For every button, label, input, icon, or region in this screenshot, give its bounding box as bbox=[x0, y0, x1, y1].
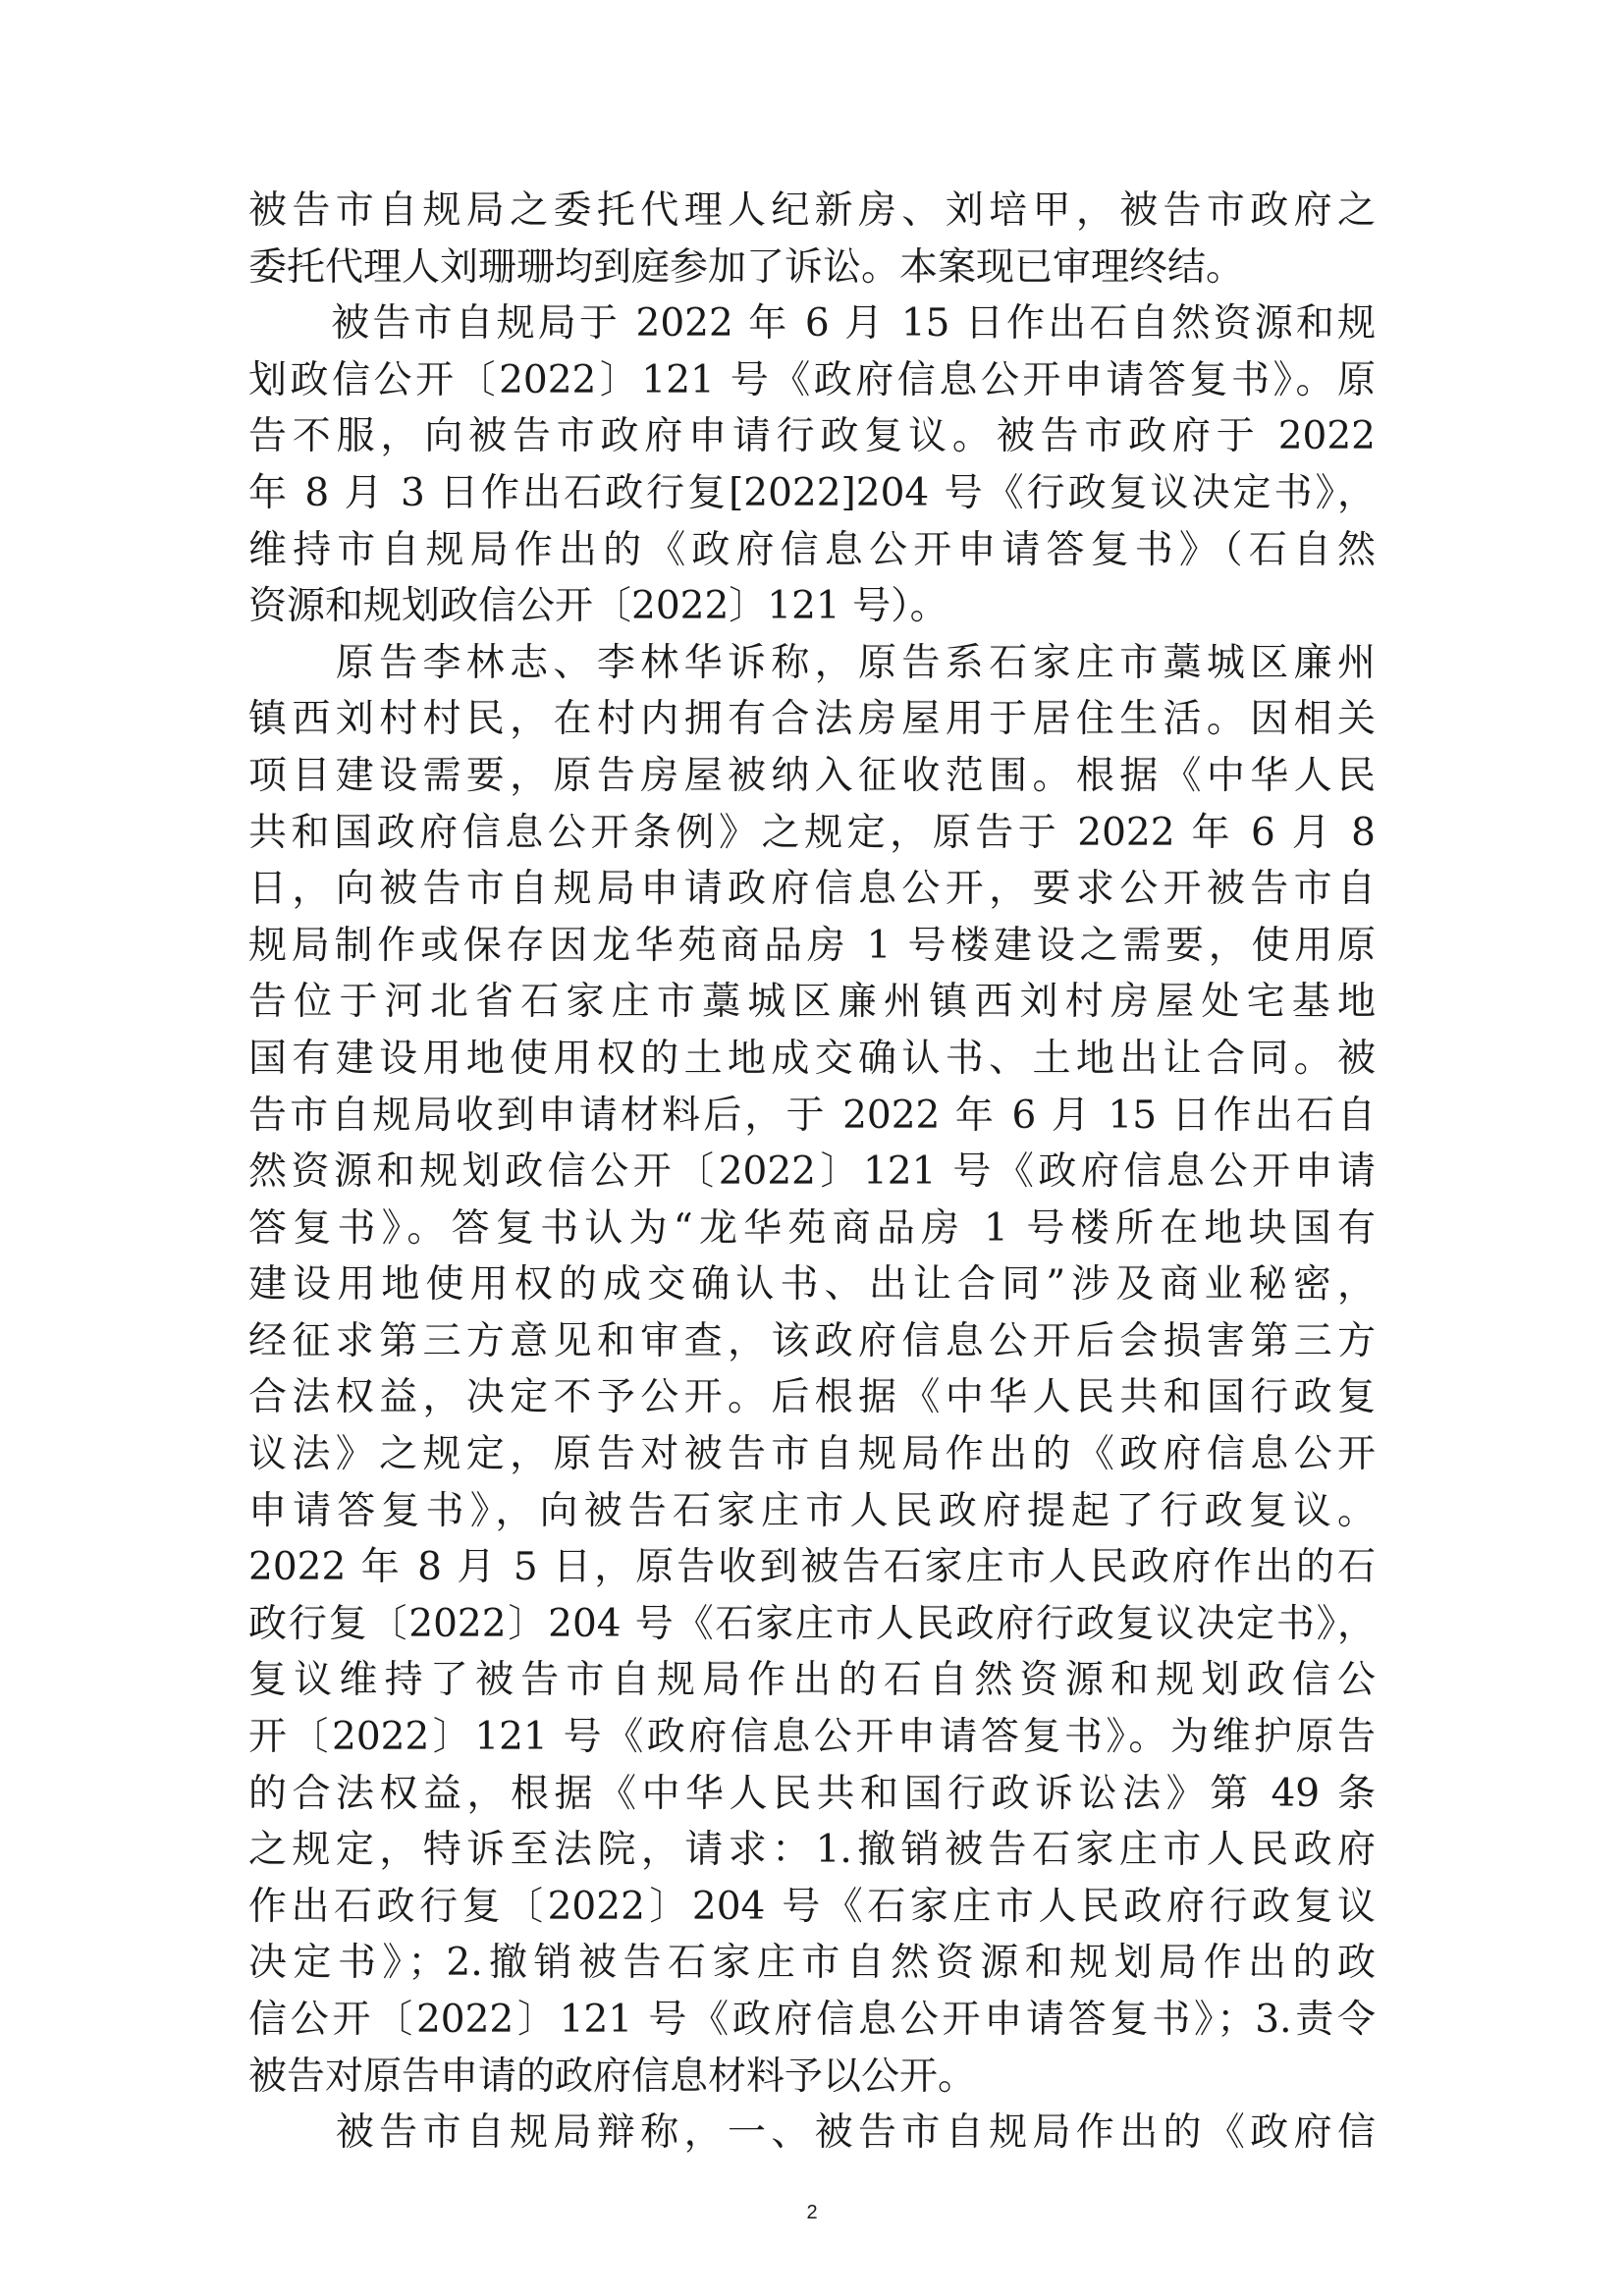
text-line: 原告李林志、李林华诉称，原告系石家庄市藁城区廉州 bbox=[248, 640, 1376, 685]
text-line: 经征求第三方意见和审查，该政府信息公开后会损害第三方 bbox=[248, 1318, 1376, 1363]
text-line: 作出石政行复〔2022〕204 号《石家庄市人民政府行政复议 bbox=[248, 1884, 1376, 1929]
text-line: 告位于河北省石家庄市藁城区廉州镇西刘村房屋处宅基地 bbox=[248, 980, 1376, 1025]
text-line: 被告市自规局于 2022 年 6 月 15 日作出石自然资源和规 bbox=[248, 301, 1376, 347]
text-line: 共和国政府信息公开条例》之规定，原告于 2022 年 6 月 8 bbox=[248, 810, 1376, 855]
text-line: 的合法权益，根据《中华人民共和国行政诉讼法》第 49 条 bbox=[248, 1771, 1376, 1816]
text-line: 政行复〔2022〕204 号《石家庄市人民政府行政复议决定书》， bbox=[248, 1601, 1376, 1646]
text-line: 信公开〔2022〕121 号《政府信息公开申请答复书》；3.责令 bbox=[248, 1998, 1376, 2042]
text-line: 建设用地使用权的成交确认书、出让合同”涉及商业秘密， bbox=[248, 1262, 1376, 1308]
text-line: 决定书》；2.撤销被告石家庄市自然资源和规划局作出的政 bbox=[248, 1941, 1376, 1986]
text-line: 镇西刘村村民，在村内拥有合法房屋用于居住生活。因相关 bbox=[248, 697, 1376, 742]
text-line: 议法》之规定，原告对被告市自规局作出的《政府信息公开 bbox=[248, 1432, 1376, 1477]
text-line: 复议维持了被告市自规局作出的石自然资源和规划政信公 bbox=[248, 1658, 1376, 1703]
text-line: 被告市自规局辩称，一、被告市自规局作出的《政府信 bbox=[248, 2110, 1376, 2156]
text-line: 之规定，特诉至法院，请求：1.撤销被告石家庄市人民政府 bbox=[248, 1828, 1376, 1873]
text-line: 被告对原告申请的政府信息材料予以公开。 bbox=[248, 2054, 977, 2099]
text-line: 告不服，向被告市政府申请行政复议。被告市政府于 2022 bbox=[248, 414, 1376, 459]
text-line: 委托代理人刘珊珊均到庭参加了诉讼。本案现已审理终结。 bbox=[248, 244, 1245, 290]
text-line: 国有建设用地使用权的土地成交确认书、土地出让合同。被 bbox=[248, 1036, 1376, 1081]
text-line: 资源和规划政信公开〔2022〕121 号）。 bbox=[248, 584, 948, 629]
text-line: 维持市自规局作出的《政府信息公开申请答复书》（石自然 bbox=[248, 527, 1376, 572]
text-line: 合法权益，决定不予公开。后根据《中华人民共和国行政复 bbox=[248, 1375, 1376, 1420]
page-number: 2 bbox=[806, 2202, 818, 2223]
text-line: 告市自规局收到申请材料后，于 2022 年 6 月 15 日作出石自 bbox=[248, 1093, 1376, 1138]
text-line: 规局制作或保存因龙华苑商品房 1 号楼建设之需要，使用原 bbox=[248, 923, 1376, 968]
text-line: 2022 年 8 月 5 日，原告收到被告石家庄市人民政府作出的石 bbox=[248, 1545, 1376, 1590]
text-line: 答复书》。答复书认为“龙华苑商品房 1 号楼所在地块国有 bbox=[248, 1205, 1376, 1251]
text-line: 申请答复书》，向被告石家庄市人民政府提起了行政复议。 bbox=[248, 1488, 1376, 1533]
text-line: 然资源和规划政信公开〔2022〕121 号《政府信息公开申请 bbox=[248, 1149, 1376, 1195]
text-line: 项目建设需要，原告房屋被纳入征收范围。根据《中华人民 bbox=[248, 753, 1376, 798]
text-line: 划政信公开〔2022〕121 号《政府信息公开申请答复书》。原 bbox=[248, 357, 1376, 402]
text-line: 日，向被告市自规局申请政府信息公开，要求公开被告市自 bbox=[248, 867, 1376, 912]
text-line: 被告市自规局之委托代理人纪新房、刘培甲，被告市政府之 bbox=[248, 188, 1376, 233]
body-text bbox=[248, 183, 1376, 2162]
text-line: 开〔2022〕121 号《政府信息公开申请答复书》。为维护原告 bbox=[248, 1715, 1376, 1760]
text-line: 年 8 月 3 日作出石政行复[2022]204 号《行政复议决定书》， bbox=[248, 470, 1376, 515]
